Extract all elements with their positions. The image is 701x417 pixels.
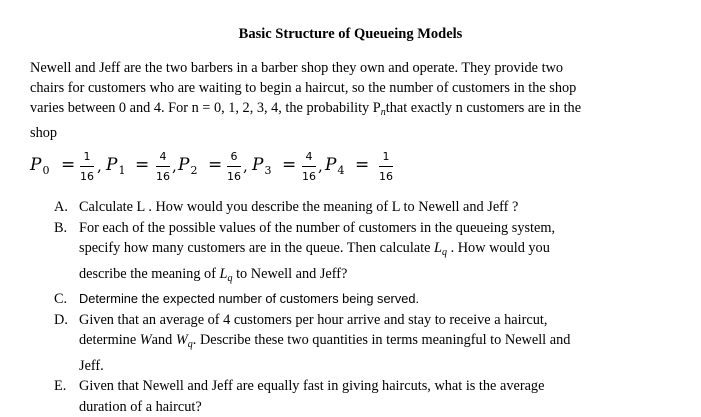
fraction-denominator: 16 xyxy=(377,170,395,183)
lq-symbol: $L_q$ xyxy=(434,240,447,256)
fraction-bar xyxy=(80,166,94,167)
w-symbol: W xyxy=(140,332,152,348)
p-variable: $P_2$ xyxy=(178,155,197,177)
question-letter: C. xyxy=(54,289,67,310)
question-d xyxy=(54,310,674,377)
question-text: determine Wand $W_q$. Describe these two quantities in terms meaningful to Newell and xyxy=(79,330,674,356)
fraction-bar xyxy=(379,166,393,167)
question-text: describe the meaning of $L_q$ to Newell and Jeff? xyxy=(79,264,674,290)
question-a xyxy=(54,197,674,218)
fraction-bar xyxy=(156,166,170,167)
comma: , xyxy=(97,157,102,175)
question-list xyxy=(54,197,674,417)
page-title: Basic Structure of Queueing Models xyxy=(0,26,701,43)
fraction-numerator: 1 xyxy=(377,150,395,163)
equals-sign: = xyxy=(61,155,75,175)
intro-line xyxy=(30,98,670,123)
intro-text: that exactly n customers are in the xyxy=(386,100,581,116)
question-letter: D. xyxy=(54,310,68,331)
intro-text: varies between 0 and 4. For n = 0, 1, 2, 3, 4, the probability P xyxy=(30,100,381,116)
intro-line: Newell and Jeff are the two barbers in a barber shop they own and operate. They provide two xyxy=(30,58,670,78)
question-text: Jeff. xyxy=(79,356,674,377)
p-variable: $P_0$ xyxy=(30,155,49,177)
p-subscript: 4 xyxy=(337,164,344,177)
subscript-n: n xyxy=(381,107,386,118)
p-subscript: 0 xyxy=(42,164,49,177)
equals-sign: = xyxy=(135,155,149,175)
fraction-numerator: 4 xyxy=(154,150,172,163)
question-text: For each of the possible values of the number of customers in the queueing system, xyxy=(79,218,674,239)
fraction-numerator: 1 xyxy=(78,150,96,163)
intro-line: chairs for customers who are waiting to begin a haircut, so the number of customers in the shop xyxy=(30,78,670,98)
p-variable: $P_3$ xyxy=(252,155,271,177)
wq-symbol: $W_q$ xyxy=(176,332,193,348)
p-variable: $P_1$ xyxy=(106,155,125,177)
question-letter: A. xyxy=(54,197,68,218)
comma: , xyxy=(243,157,248,175)
intro-line: shop xyxy=(30,123,670,143)
comma: , xyxy=(318,157,323,175)
fraction-denominator: 16 xyxy=(154,170,172,183)
p-subscript: 3 xyxy=(264,164,271,177)
question-text: duration of a haircut? xyxy=(79,397,674,417)
p-subscript: 1 xyxy=(118,164,125,177)
fraction-denominator: 16 xyxy=(300,170,318,183)
p-variable: $P_4$ xyxy=(325,155,344,177)
fraction-bar xyxy=(227,166,241,167)
fraction-numerator: 6 xyxy=(225,150,243,163)
comma: , xyxy=(172,157,177,175)
question-text: Determine the expected number of customers being served. xyxy=(79,289,674,310)
question-letter: E. xyxy=(54,376,66,397)
question-text: Given that an average of 4 customers per hour arrive and stay to receive a haircut, xyxy=(79,310,674,331)
question-text: specify how many customers are in the queue. Then calculate $L_q$ . How would you xyxy=(79,238,674,264)
p-subscript: 2 xyxy=(190,164,197,177)
equals-sign: = xyxy=(208,155,222,175)
question-text: Calculate L . How would you describe the meaning of L to Newell and Jeff ? xyxy=(79,197,674,218)
equals-sign: = xyxy=(355,155,369,175)
equals-sign: = xyxy=(282,155,296,175)
question-text: Given that Newell and Jeff are equally fast in giving haircuts, what is the average xyxy=(79,376,674,397)
intro-paragraph xyxy=(30,58,670,143)
question-letter: B. xyxy=(54,218,67,239)
question-c xyxy=(54,289,674,310)
fraction-numerator: 4 xyxy=(300,150,318,163)
fraction-bar xyxy=(302,166,316,167)
fraction-denominator: 16 xyxy=(225,170,243,183)
fraction-denominator: 16 xyxy=(78,170,96,183)
question-b xyxy=(54,218,674,290)
lq-symbol: $L_q$ xyxy=(220,266,233,282)
